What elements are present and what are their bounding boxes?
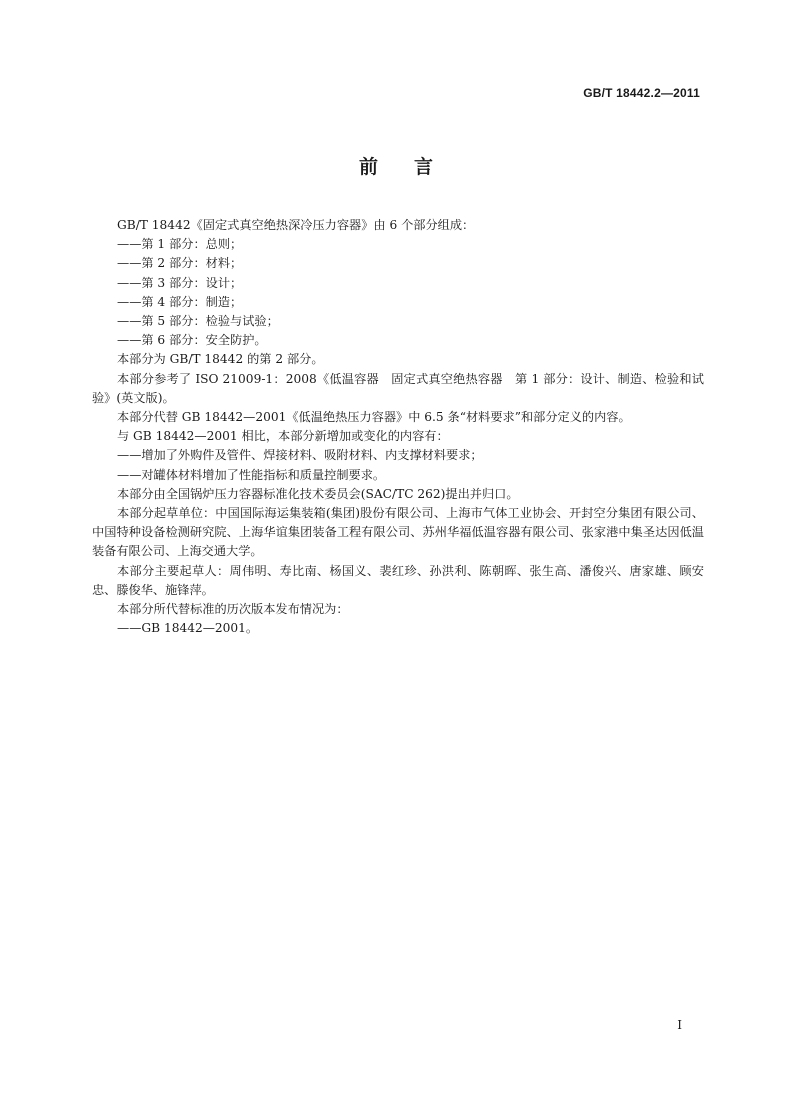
list-item-part-3: ——第 3 部分：设计； xyxy=(117,275,243,290)
list-item-part-5: ——第 5 部分：检验与试验； xyxy=(117,314,279,329)
paragraph-drafters: 本部分主要起草人：周伟明、寿比南、杨国义、裴红珍、孙洪利、陈朝晖、张生高、潘俊兴、唐家雄、顾安忠、滕俊华、施锋萍。 xyxy=(92,563,704,597)
list-item-change-1: ——增加了外购件及管件、焊接材料、吸附材料、内支撑材料要求； xyxy=(117,448,483,463)
list-item-part-6: ——第 6 部分：安全防护。 xyxy=(117,333,267,348)
page-title: 前言 xyxy=(358,156,469,178)
list-item-part-1: ——第 1 部分：总则； xyxy=(117,237,243,252)
standard-code-header: GB/T 18442.2—2011 xyxy=(583,86,700,100)
paragraph-history-intro: 本部分所代替标准的历次版本发布情况为： xyxy=(117,602,349,617)
paragraph-changes-intro: 与 GB 18442—2001 相比，本部分新增加或变化的内容有： xyxy=(117,429,449,444)
list-item-part-2: ——第 2 部分：材料； xyxy=(117,256,243,271)
paragraph-drafting-units: 本部分起草单位：中国国际海运集装箱(集团)股份有限公司、上海市气体工业协会、开封空分集团有限公司、中国特种设备检测研究院、上海华谊集团装备工程有限公司、苏州华福低温容器有限公司、张家港中集圣达因低温装备有限公司、上海交通大学。 xyxy=(92,506,704,559)
paragraph-proposed-by: 本部分由全国锅炉压力容器标准化技术委员会(SAC/TC 262)提出并归口。 xyxy=(117,486,519,501)
paragraph-replaces: 本部分代替 GB 18442—2001《低温绝热压力容器》中 6.5 条“材料要求”和部分定义的内容。 xyxy=(117,410,631,425)
page-number: I xyxy=(677,1018,682,1032)
foreword-content xyxy=(92,216,704,638)
paragraph-intro: GB/T 18442《固定式真空绝热深冷压力容器》由 6 个部分组成： xyxy=(117,218,475,232)
paragraph-part-statement: 本部分为 GB/T 18442 的第 2 部分。 xyxy=(117,352,324,367)
paragraph-reference: 本部分参考了 ISO 21009-1：2008《低温容器 固定式真空绝热容器 第 1 部分：设计、制造、检验和试验》(英文版)。 xyxy=(92,371,704,405)
list-item-history-1: ——GB 18442—2001。 xyxy=(117,621,259,636)
list-item-part-4: ——第 4 部分：制造； xyxy=(117,294,243,309)
list-item-change-2: ——对罐体材料增加了性能指标和质量控制要求。 xyxy=(117,467,386,482)
